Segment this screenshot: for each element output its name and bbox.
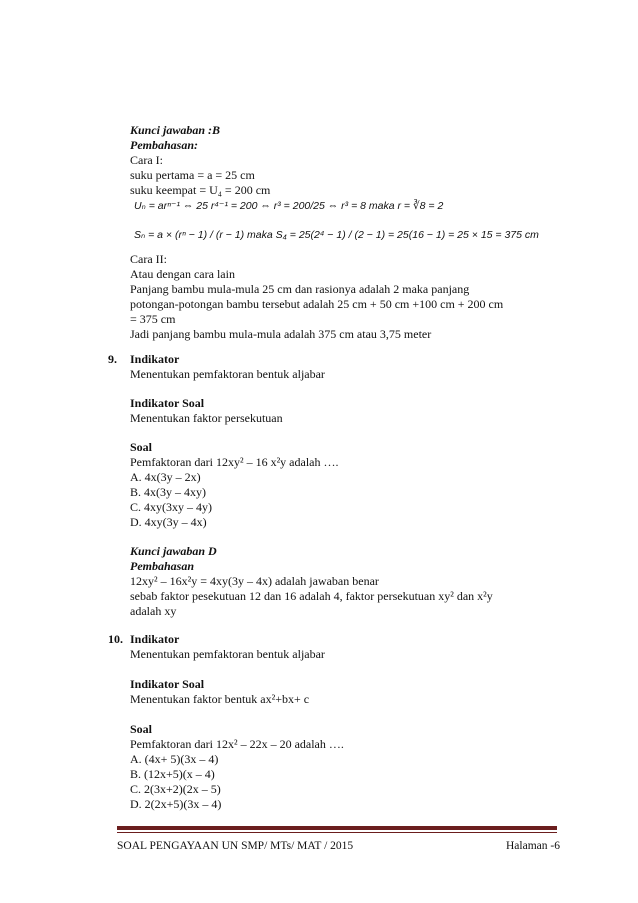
way2-line3: potongan-potongan bambu tersebut adalah 25 cm + 50 cm +100 cm + 200 cm xyxy=(130,297,504,311)
way2-line4: = 375 cm xyxy=(130,312,176,326)
q10-option-a: A. (4x+ 5)(3x – 4) xyxy=(130,752,219,766)
q10-option-d: D. 2(2x+5)(3x – 4) xyxy=(130,797,222,811)
q10-indikator-soal-text: Menentukan faktor bentuk ax²+bx+ c xyxy=(130,692,310,706)
q10-option-b: B. (12x+5)(x – 4) xyxy=(130,767,215,781)
formula-ratio: Uₙ = arⁿ⁻¹ ⇔ 25 r⁴⁻¹ = 200 ⇔ r³ = 200/25 ⇔ r³ = 8 maka r = ∛8 = 2 xyxy=(134,200,444,212)
q9-pembahasan-line1: 12xy² – 16x²y = 4xy(3y – 4x) adalah jawaban benar xyxy=(130,574,379,588)
q9-indikator-soal-title: Indikator Soal xyxy=(130,396,205,410)
way1-label: Cara I: xyxy=(130,153,163,167)
way2-line5: Jadi panjang bambu mula-mula adalah 375 cm atau 3,75 meter xyxy=(130,327,432,341)
footer-page-number: Halaman -6 xyxy=(506,840,560,852)
q9-option-c: C. 4xy(3xy – 4y) xyxy=(130,500,212,514)
formula-sum: Sₙ = a × (rⁿ − 1) / (r − 1) maka S₄ = 25(2⁴ − 1) / (2 − 1) = 25(16 − 1) = 25 × 15 = 375 cm xyxy=(134,229,539,241)
way2-line1: Atau dengan cara lain xyxy=(130,267,235,281)
q9-option-a: A. 4x(3y – 2x) xyxy=(130,470,201,484)
footer-rule-thin xyxy=(117,832,557,833)
q10-option-c: C. 2(3x+2)(2x – 5) xyxy=(130,782,221,796)
q10-number: 10. xyxy=(108,632,123,646)
q9-kunci-title: Kunci jawaban D xyxy=(130,544,217,558)
footer-rule-thick xyxy=(117,826,557,830)
q9-soal-title: Soal xyxy=(130,440,153,454)
q9-soal-text: Pemfaktoran dari 12xy² – 16 x²y adalah …. xyxy=(130,455,339,469)
q10-indikator-title: Indikator xyxy=(130,632,180,646)
first-term-line: suku pertama = a = 25 cm xyxy=(130,168,255,182)
q10-indikator-text: Menentukan pemfaktoran bentuk aljabar xyxy=(130,647,325,661)
q9-pembahasan-line2: sebab faktor pesekutuan 12 dan 16 adalah 4, faktor persekutuan xy² dan x²y xyxy=(130,589,493,603)
q9-pembahasan-title: Pembahasan xyxy=(130,559,195,573)
q9-option-d: D. 4xy(3y – 4x) xyxy=(130,515,207,529)
way2-line2: Panjang bambu mula-mula 25 cm dan rasionya adalah 2 maka panjang xyxy=(130,282,470,296)
q10-soal-text: Pemfaktoran dari 12x² – 22x – 20 adalah …. xyxy=(130,737,344,751)
q9-option-b: B. 4x(3y – 4xy) xyxy=(130,485,206,499)
footer-title: SOAL PENGAYAAN UN SMP/ MTs/ MAT / 2015 xyxy=(117,840,354,852)
q9-indikator-soal-text: Menentukan faktor persekutuan xyxy=(130,411,283,425)
q10-indikator-soal-title: Indikator Soal xyxy=(130,677,205,691)
q9-indikator-title: Indikator xyxy=(130,352,180,366)
way2-label: Cara II: xyxy=(130,252,167,266)
discussion-title-prev: Pembahasan: xyxy=(130,138,199,152)
q9-number: 9. xyxy=(108,352,117,366)
fourth-term-line: suku keempat = U₄ = 200 cm xyxy=(130,183,271,197)
q10-soal-title: Soal xyxy=(130,722,153,736)
q9-indikator-text: Menentukan pemfaktoran bentuk aljabar xyxy=(130,367,325,381)
answer-key-prev: Kunci jawaban :B xyxy=(130,123,221,137)
q9-pembahasan-line3: adalah xy xyxy=(130,604,177,618)
